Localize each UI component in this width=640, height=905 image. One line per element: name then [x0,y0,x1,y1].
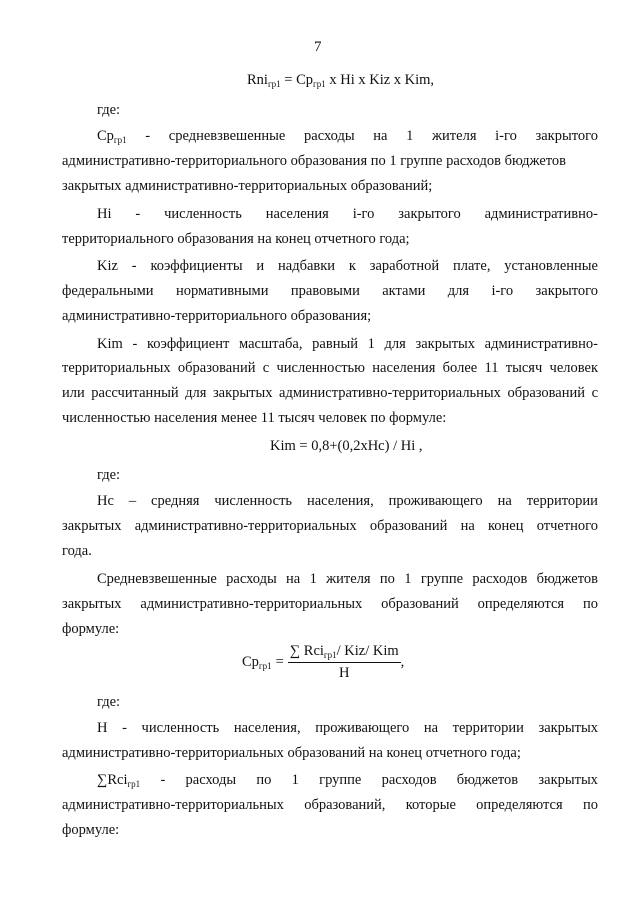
kiz-definition-line-2: федеральными нормативными правовыми актами для i-го закрытого [62,283,598,299]
rci-definition-line-2: административно-территориальных образований, которые определяются по [62,797,598,813]
kim-definition-line-3: или рассчитанный для закрытых административно-территориальных образований с [62,385,598,401]
kim-definition-line-4: численностью населения менее 11 тысяч человек по формуле: [62,410,447,426]
kim-definition-line-2: территориальных образований с численностью населения более 11 тысяч человек [62,360,598,376]
where-label-2: где: [97,467,121,483]
avg-expenses-line-2: закрытых административно-территориальных образований определяются по [62,596,598,612]
hi-definition-line-1: Hi - численность населения i-го закрытого административно- [97,206,598,222]
avg-expenses-line-3: формуле: [62,621,120,637]
formula-rni: $Rni_{гр1} = Ср_{гр1}$ х Hi х Kiz х Kim, [247,72,435,89]
formula-cp-left: $Ср_{гр1}$ [242,654,272,671]
hc-definition-line-2: закрытых административно-территориальных образований на конец отчетного [62,518,598,534]
where-label-3: где: [97,694,121,710]
kiz-definition-line-3: административно-территориального образования; [62,308,372,324]
rci-definition-line-1: ∑Rci$_{гр1}$ - расходы по 1 группе расходов бюджетов закрытых [97,772,598,789]
formula-cp-denominator: Н [338,665,350,681]
hi-definition-line-2: территориального образования на конец отчетного года; [62,231,410,247]
page-number: 7 [314,39,322,55]
kim-definition-line-1: Kim - коэффициент масштаба, равный 1 для закрытых административно- [97,336,598,352]
avg-expenses-line-1: Средневзвешенные расходы на 1 жителя по 1 группе расходов бюджетов [97,571,598,587]
rci-symbol: ∑Rci$_{гр1}$ [97,772,141,789]
h-definition-line-1: Н - численность населения, проживающего на территории закрытых [97,720,598,736]
cp-definition-line-2: административно-территориального образования по 1 группе расходов бюджетов [62,153,567,169]
hc-definition-line-3: года. [62,543,92,559]
h-definition-line-2: административно-территориальных образований на конец отчетного года; [62,745,521,761]
where-label: где: [97,102,121,118]
cp-definition-line-3: закрытых административно-территориальных образований; [62,178,433,194]
kiz-definition-line-1: Kiz - коэффициенты и надбавки к заработной плате, установленные [97,258,598,274]
rci-definition-line-3: формуле: [62,822,120,838]
formula-cp-numerator: ∑ Rci$_{гр1}$/ Kiz/ Kim [288,643,401,663]
formula-cp: $Ср_{гр1}$ = $\frac{\sum Rci_{гр1}/ Kiz/ Kim}{Н}$ , [242,643,405,681]
cp-symbol: $Ср_{гр1}$ [97,128,127,145]
formula-kim: Kim = 0,8+(0,2хНс) / Hi , [270,438,423,454]
cp-definition-line-1: $Ср_{гр1}$ - средневзвешенные расходы на 1 жителя i-го закрытого [97,128,598,145]
hc-definition-line-1: Нс – средняя численность населения, проживающего на территории [97,493,598,509]
